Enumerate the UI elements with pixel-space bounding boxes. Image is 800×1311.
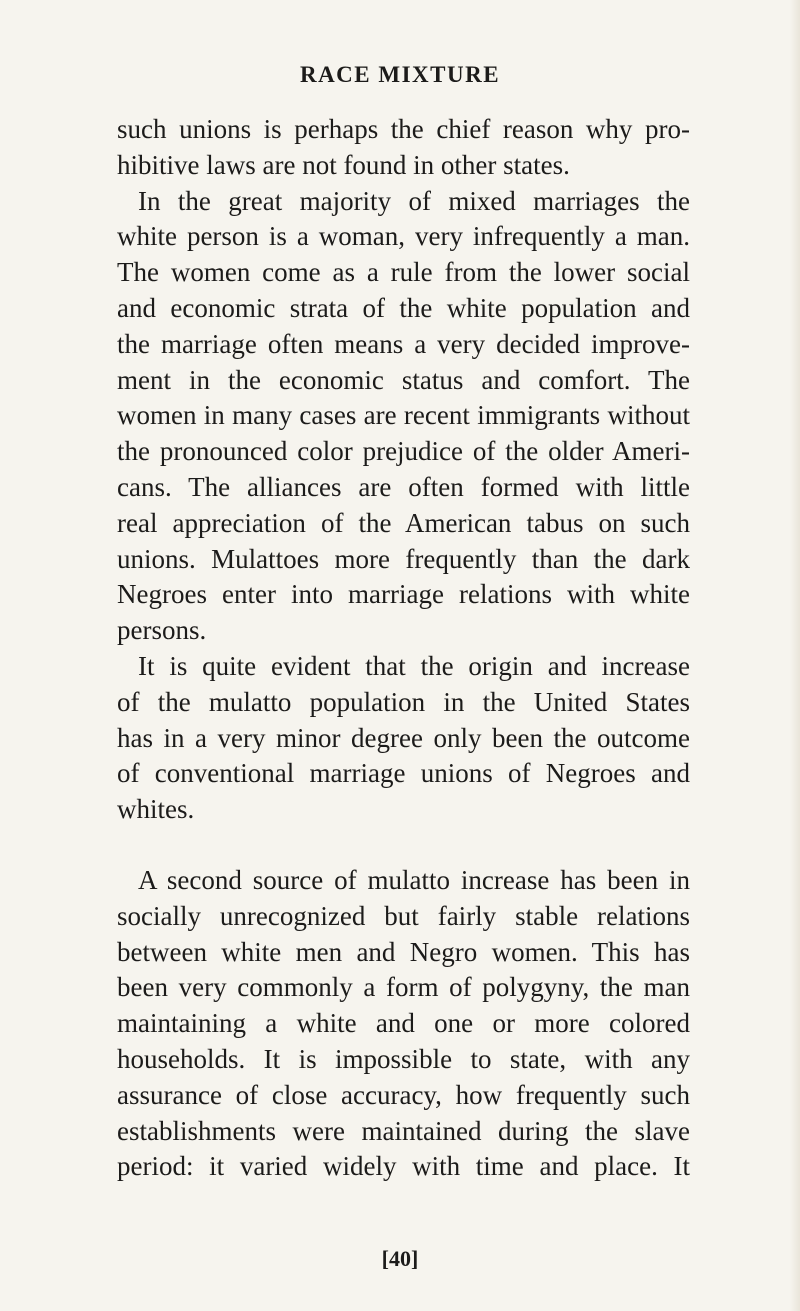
text-line: ment in the economic status and comfort. The xyxy=(117,364,690,395)
text-line: assurance of close accuracy, how frequently such xyxy=(117,1079,690,1110)
paragraph xyxy=(117,649,690,828)
text-line: white person is a woman, very infrequently a man. xyxy=(117,221,690,252)
text-line: and economic strata of the white population and xyxy=(117,292,690,323)
text-line: establishments were maintained during the slave xyxy=(117,1115,690,1146)
text-line: cans. The alliances are often formed with little xyxy=(117,471,690,502)
text-line: maintaining a white and one or more colored xyxy=(117,1008,690,1039)
text-line: persons. xyxy=(117,615,207,646)
text-line: been very commonly a form of polygyny, the man xyxy=(117,972,690,1003)
text-line: households. It is impossible to state, with any xyxy=(117,1043,690,1074)
section-break xyxy=(117,828,690,863)
text-line: A second source of mulatto increase has been in xyxy=(138,864,690,895)
text-line: the marriage often means a very decided improve- xyxy=(117,328,690,359)
page-edge-shadow xyxy=(790,0,800,1311)
text-line: of conventional marriage unions of Negroes and xyxy=(117,758,690,789)
text-line: socially unrecognized but fairly stable relations xyxy=(117,900,690,931)
text-line: hibitive laws are not found in other states. xyxy=(117,149,570,180)
text-line: In the great majority of mixed marriages the xyxy=(138,185,690,216)
text-line: has in a very minor degree only been the outcome xyxy=(117,722,690,753)
text-line: of the mulatto population in the United States xyxy=(117,686,690,717)
body-text xyxy=(117,112,690,1185)
paragraph xyxy=(117,863,690,1185)
text-line: real appreciation of the American tabus on such xyxy=(117,507,690,538)
page-number-bracket-close: ] xyxy=(411,1246,419,1271)
text-line: unions. Mulattoes more frequently than the dark xyxy=(117,543,690,574)
paragraph xyxy=(117,112,690,184)
text-line: period: it varied widely with time and place. It xyxy=(117,1151,690,1182)
page-number-value: 40 xyxy=(389,1246,411,1271)
text-line: women in many cases are recent immigrants without xyxy=(117,400,690,431)
page-number xyxy=(0,1246,800,1272)
text-line: It is quite evident that the origin and increase xyxy=(138,650,690,681)
running-head: RACE MIXTURE xyxy=(299,62,501,87)
paragraph xyxy=(117,184,690,649)
page-number-bracket-open: [ xyxy=(381,1246,389,1271)
text-line: such unions is perhaps the chief reason why pro- xyxy=(117,114,690,144)
text-line: Negroes enter into marriage relations with white xyxy=(117,579,690,610)
text-line: the pronounced color prejudice of the older Ameri- xyxy=(117,436,690,467)
text-line: The women come as a rule from the lower social xyxy=(117,257,690,288)
text-line: between white men and Negro women. This has xyxy=(117,936,690,967)
text-line: whites. xyxy=(117,794,195,825)
